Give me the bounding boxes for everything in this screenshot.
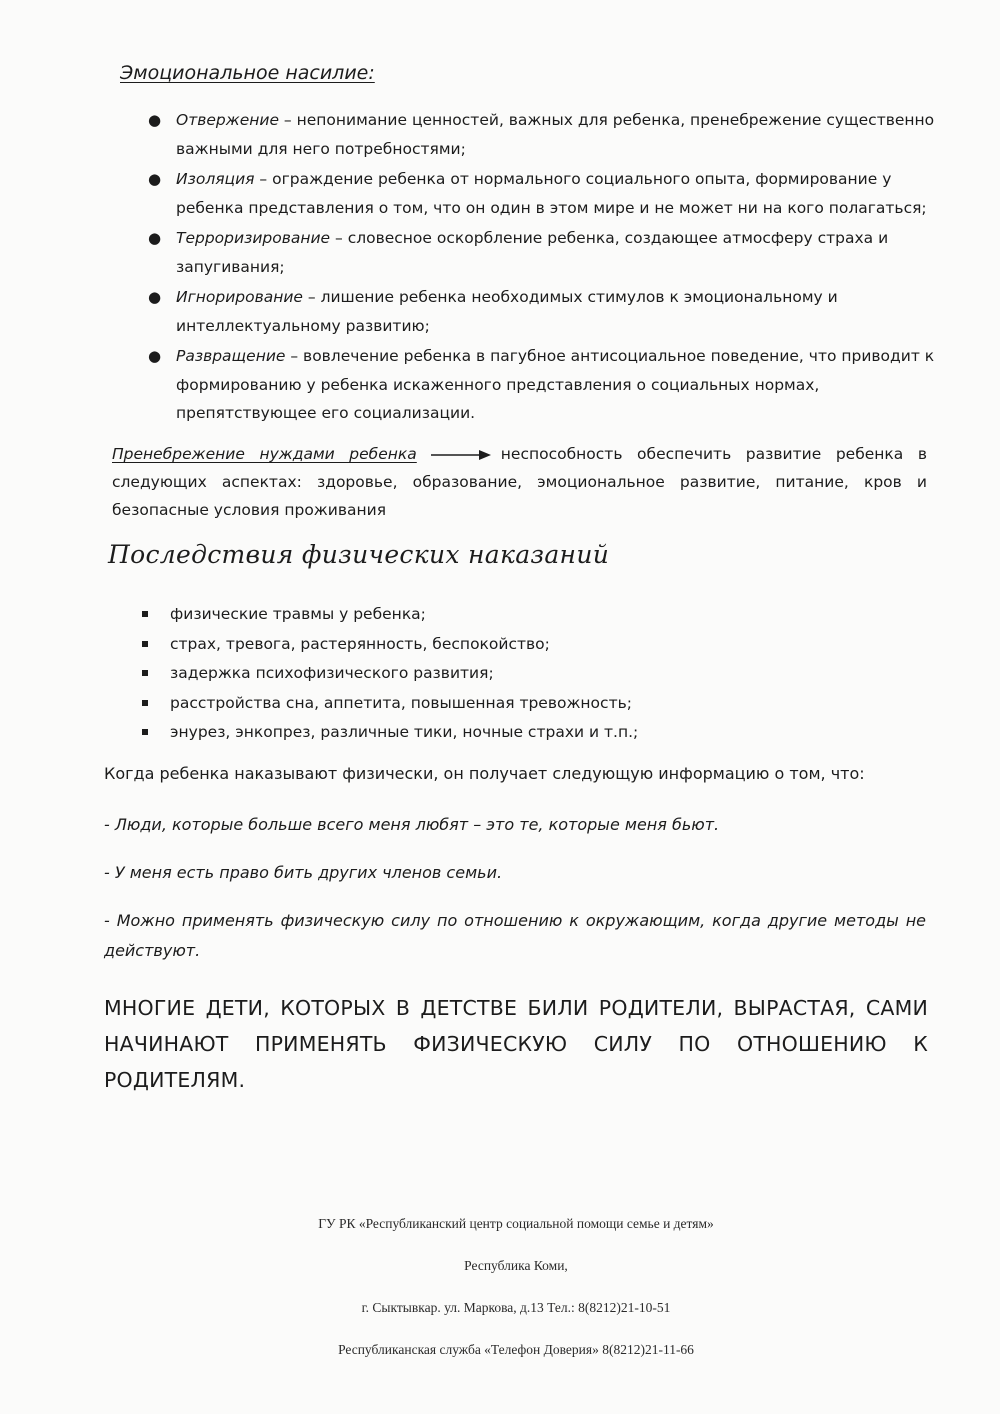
list-item: расстройства сна, аппетита, повышенная тревожность; <box>142 689 638 719</box>
definition: – лишение ребенка необходимых стимулов к эмоциональному и интеллектуальному развитию; <box>176 288 838 335</box>
bullet-icon: ● <box>148 347 162 365</box>
definition: – ограждение ребенка от нормального социального опыта, формирование у ребенка представления о том, что он один в этом мире и не может ни на кого полагаться; <box>176 170 927 217</box>
neglect-definition: неспособность обеспечить развитие ребенка в следующих аспектах: здоровье, образование, эмоциональное развитие, питание, кров и безопасные условия проживания <box>112 445 928 519</box>
list-item: физические травмы у ребенка; <box>142 600 638 630</box>
definition: – вовлечение ребенка в пагубное антисоциальное поведение, что приводит к формированию у ребенка искаженного представления о социальных нормах, препятствующее его социализации. <box>176 347 935 422</box>
emotional-abuse-list <box>148 106 938 430</box>
list-item <box>148 342 938 428</box>
neglect-term: Пренебрежение нуждами ребенка <box>112 445 417 463</box>
term: Отвержение <box>176 111 279 129</box>
message: - Люди, которые больше всего меня любят – это те, которые меня бьют. <box>104 815 720 834</box>
list-item: задержка психофизического развития; <box>142 659 638 689</box>
term: Изоляция <box>176 170 255 188</box>
list-item <box>148 224 938 281</box>
square-bullet-icon <box>142 700 148 706</box>
bullet-icon: ● <box>148 229 162 247</box>
term: Развращение <box>176 347 286 365</box>
message: - У меня есть право бить других членов семьи. <box>104 863 503 882</box>
footer-organization: ГУ РК «Республиканский центр социальной помощи семье и детям» <box>318 1216 714 1231</box>
square-bullet-icon <box>142 611 148 617</box>
arrow-right-icon <box>431 449 491 461</box>
bullet-icon: ● <box>148 111 162 129</box>
list-item <box>148 165 938 222</box>
bullet-icon: ● <box>148 288 162 306</box>
list-item <box>148 283 938 340</box>
definition: – словесное оскорбление ребенка, создающее атмосферу страха и запугивания; <box>176 229 889 276</box>
list-item <box>148 106 938 163</box>
footer-region: Республика Коми, <box>464 1258 568 1273</box>
footer-hotline: Республиканская служба «Телефон Доверия» 8(8212)21-11-66 <box>338 1342 694 1357</box>
neglect-paragraph <box>112 440 927 524</box>
emotional-abuse-heading: Эмоциональное насилие: <box>120 62 375 84</box>
footer-address: г. Сыктывкар. ул. Маркова, д.13 Тел.: 8(8212)21-10-51 <box>361 1300 671 1315</box>
punishment-messages <box>104 810 926 966</box>
square-bullet-icon <box>142 729 148 735</box>
bullet-icon: ● <box>148 170 162 188</box>
warning-paragraph: МНОГИЕ ДЕТИ, КОТОРЫХ В ДЕТСТВЕ БИЛИ РОДИТЕЛИ, ВЫРАСТАЯ, САМИ НАЧИНАЮТ ПРИМЕНЯТЬ ФИЗИЧЕСКУЮ СИЛУ ПО ОТНОШЕНИЮ К РОДИТЕЛЯМ. <box>104 996 928 1092</box>
term: Игнорирование <box>176 288 303 306</box>
list-item: страх, тревога, растерянность, беспокойство; <box>142 630 638 660</box>
term: Терроризирование <box>176 229 331 247</box>
consequences-list <box>142 600 638 748</box>
punishment-intro: Когда ребенка наказывают физически, он получает следующую информацию о том, что: <box>104 764 865 783</box>
square-bullet-icon <box>142 670 148 676</box>
consequences-heading: Последствия физических наказаний <box>108 540 610 569</box>
list-item: энурез, энкопрез, различные тики, ночные страхи и т.п.; <box>142 718 638 748</box>
definition: – непонимание ценностей, важных для ребенка, пренебрежение существенно важными для него потребностями; <box>176 111 935 158</box>
message: - Можно применять физическую силу по отношению к окружающим, когда другие методы не действуют. <box>104 911 926 960</box>
footer-contacts <box>0 1214 1000 1382</box>
square-bullet-icon <box>142 641 148 647</box>
